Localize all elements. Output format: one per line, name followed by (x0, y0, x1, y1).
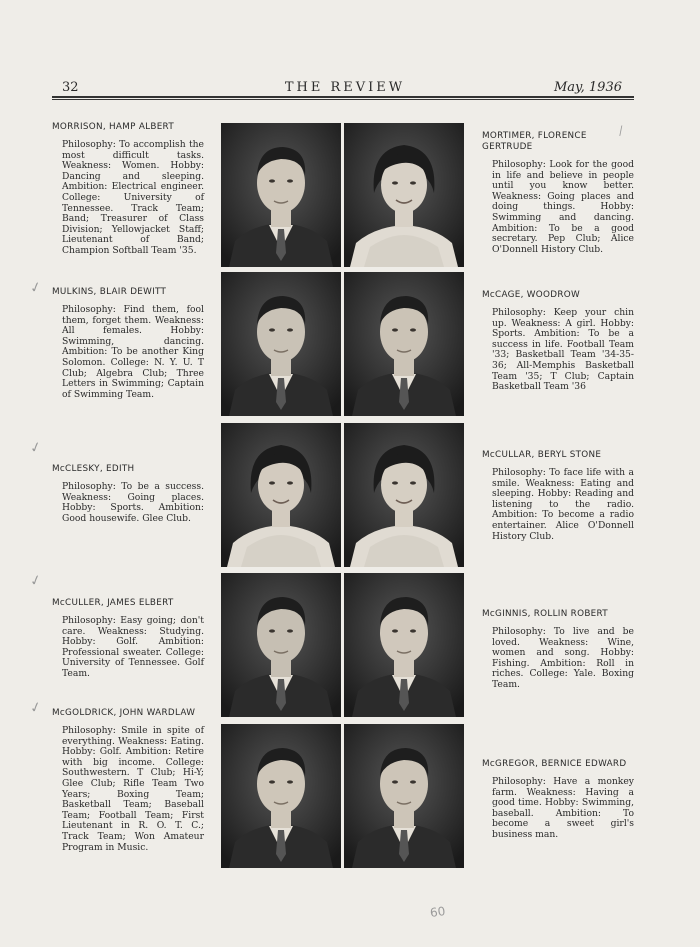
senior-bio: Philosophy: Easy going; don't care. Weakness: Studying. Hobby: Golf. Ambition: Professional sweater. College: University of Tennessee. Golf Team. (62, 615, 204, 679)
pencil-tick-icon: ⁄ (617, 124, 625, 138)
senior-name: MORTIMER, FLORENCE GERTRUDE (482, 131, 587, 152)
senior-entry (52, 464, 204, 524)
portrait-photo (221, 123, 341, 267)
page-number: 32 (62, 80, 79, 95)
senior-bio: Philosophy: Find them, fool them, forget them. Weakness: All females. Hobby: Swimming, dancing. Ambition: To be another King Solomon. College: N. Y. U. T Club; Algebra Club; Three Letters in Swimming; Captain of Swimming Team. (62, 304, 204, 400)
portrait-photo (344, 573, 464, 717)
senior-entry (482, 450, 634, 542)
portrait-photo (221, 423, 341, 567)
senior-bio: Philosophy: Smile in spite of everything. Weakness: Eating. Hobby: Golf. Ambition: Retire with big income. College: Southwestern. T Club; Hi-Y; Glee Club; Rifle Team Two Years; Boxing Team; Basketball Team; Baseball Team; Football Team; First Lieutenant in R. O. T. C.; Track Team; Won Amateur Program in Music. (62, 725, 204, 853)
senior-bio: Philosophy: To live and be loved. Weakness: Wine, women and song. Hobby: Fishing. Ambition: Roll in riches. College: Yale. Boxing Team. (492, 626, 634, 690)
senior-bio: Philosophy: Keep your chin up. Weakness: A girl. Hobby: Sports. Ambition: To be a success in life. Football Team '33; Basketball Team '34-35-36; All-Memphis Basketball Team '35; T Club; Captain Basketball Team '36 (492, 307, 634, 393)
checkmark-icon: ✓ (28, 438, 44, 458)
senior-entry (52, 287, 204, 400)
portrait-photo (344, 123, 464, 267)
header-rule-thin (52, 99, 634, 100)
checkmark-icon: ✓ (28, 278, 44, 298)
senior-entry (482, 290, 634, 393)
senior-name: McGOLDRICK, JOHN WARDLAW (52, 708, 196, 718)
checkmark-icon: ✓ (28, 571, 44, 591)
senior-bio: Philosophy: To be a success. Weakness: Going places. Hobby: Sports. Ambition: Good housewife. Glee Club. (62, 481, 204, 524)
senior-entry (482, 759, 634, 841)
senior-entry (52, 122, 204, 257)
portrait-photo (344, 423, 464, 567)
checkmark-icon: ✓ (28, 698, 44, 718)
senior-entry (482, 131, 634, 255)
portrait-photo (221, 573, 341, 717)
publication-title: THE REVIEW (284, 80, 406, 95)
senior-bio: Philosophy: Look for the good in life and believe in people until you know better. Weakness: Going places and doing things. Hobby: Swimming and dancing. Ambition: To be a good secretary. Pep Club; Alice O'Donnell History Club. (492, 159, 634, 255)
senior-name: McCULLER, JAMES ELBERT (52, 598, 174, 608)
senior-bio: Philosophy: To accomplish the most difficult tasks. Weakness: Women. Hobby: Dancing and sleeping. Ambition: Electrical engineer. College: University of Tennessee. Track Team; Band; Treasurer of Class Division; Yellowjacket Staff; Lieutenant of Band; Champion Softball Team '35. (62, 139, 204, 256)
margin-note: 60 (429, 904, 447, 920)
senior-bio: Philosophy: To face life with a smile. Weakness: Eating and sleeping. Hobby: Reading and listening to the radio. Ambition: To become a radio entertainer. Alice O'Donnell History Club. (492, 467, 634, 542)
senior-name: MORRISON, HAMP ALBERT (52, 122, 174, 132)
senior-name: McGINNIS, ROLLIN ROBERT (482, 609, 608, 619)
senior-entry (52, 598, 204, 680)
senior-name: McCAGE, WOODROW (482, 290, 580, 300)
senior-bio: Philosophy: Have a monkey farm. Weakness: Having a good time. Hobby: Swimming, baseball. Ambition: To become a sweet girl's business man. (492, 776, 634, 840)
senior-entry (482, 609, 634, 691)
senior-entry (52, 708, 204, 853)
issue-date: May, 1936 (553, 80, 622, 95)
senior-name: McGREGOR, BERNICE EDWARD (482, 759, 627, 769)
senior-name: McCULLAR, BERYL STONE (482, 450, 602, 460)
senior-name: MULKINS, BLAIR DEWITT (52, 287, 167, 297)
portrait-photo (221, 272, 341, 416)
senior-name: McCLESKY, EDITH (52, 464, 135, 474)
header-rule-thick (52, 96, 634, 98)
portrait-photo (221, 724, 341, 868)
portrait-photo (344, 724, 464, 868)
portrait-photo (344, 272, 464, 416)
